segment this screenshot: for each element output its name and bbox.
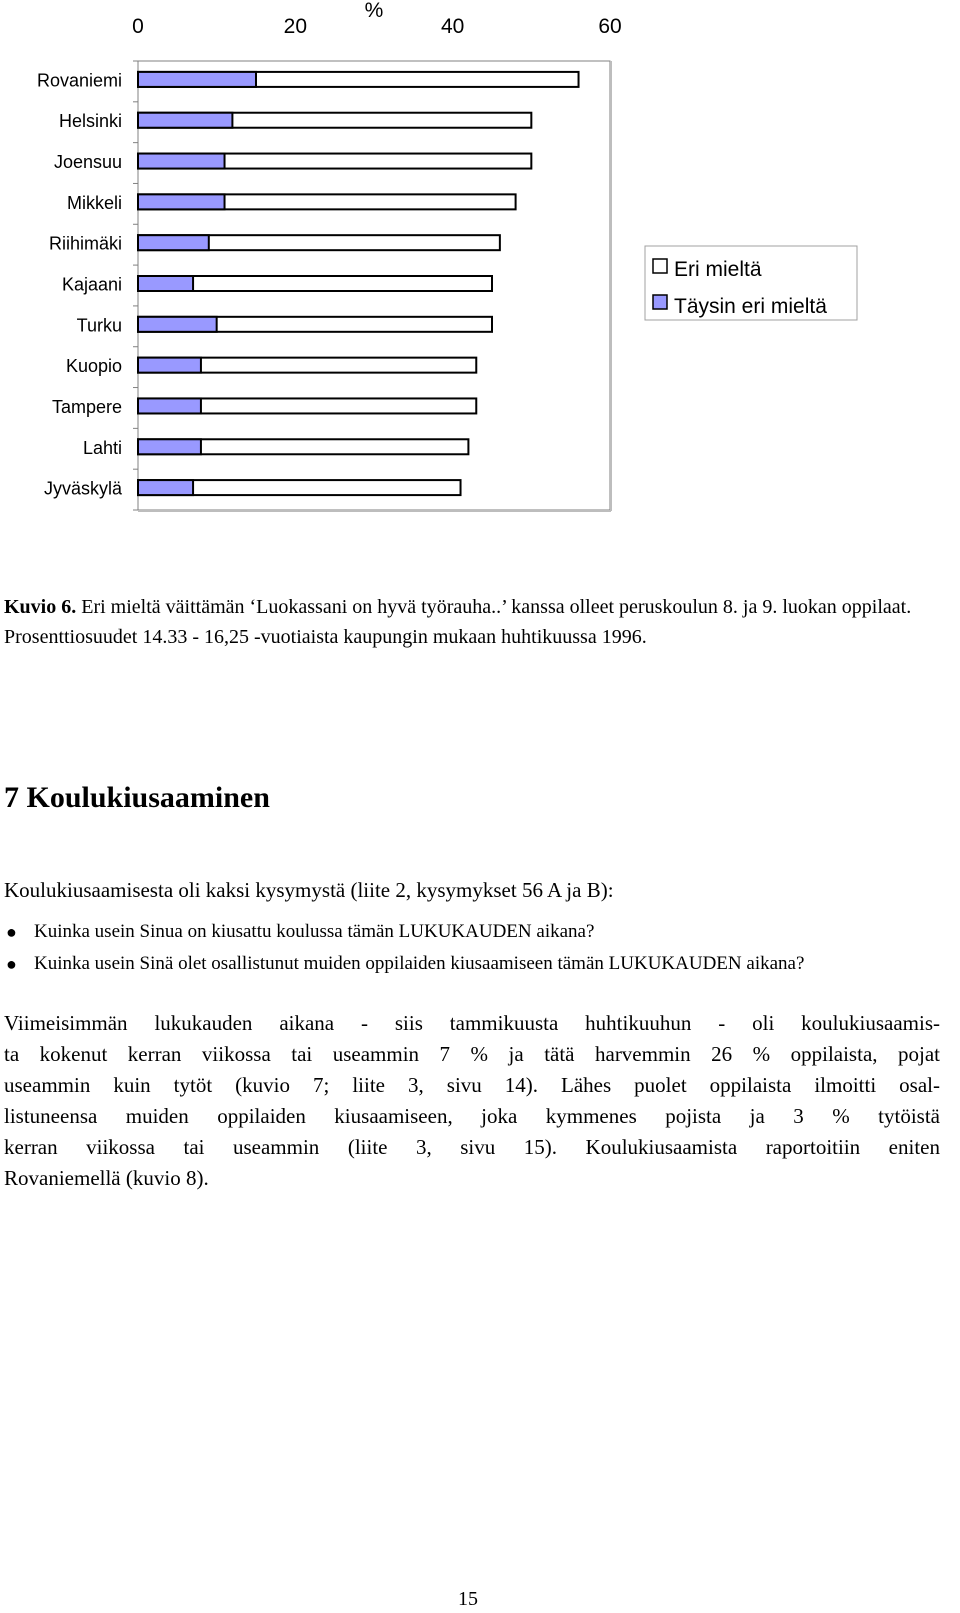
bullet-icon: ● — [6, 922, 17, 942]
bar-taysin-eri-mielta — [138, 113, 232, 128]
bar-taysin-eri-mielta — [138, 480, 193, 495]
legend-swatch-taysin-eri-mielta — [653, 295, 667, 309]
bar-chart — [0, 0, 960, 530]
figure-caption — [4, 592, 939, 652]
x-axis-title: % — [364, 0, 384, 22]
bar-taysin-eri-mielta — [138, 317, 217, 332]
section-heading: 7 Koulukiusaaminen — [4, 781, 270, 814]
x-tick-label: 40 — [440, 15, 465, 38]
bar-taysin-eri-mielta — [138, 358, 201, 373]
bar-taysin-eri-mielta — [138, 154, 225, 169]
body-line: kerran viikossa tai useammin (liite 3, sivu 15). Koulukiusaamista raportoitiin eniten — [4, 1135, 940, 1159]
category-label: Rovaniemi — [36, 70, 122, 91]
legend-swatch-eri-mielta — [653, 259, 667, 273]
category-label: Helsinki — [58, 111, 122, 132]
bar-taysin-eri-mielta — [138, 194, 225, 209]
category-label: Joensuu — [53, 152, 122, 173]
legend-label-taysin-eri-mielta: Täysin eri mieltä — [674, 295, 827, 318]
bar-taysin-eri-mielta — [138, 398, 201, 413]
category-label: Lahti — [82, 437, 122, 458]
body-line: useammin kuin tytöt (kuvio 7; liite 3, sivu 14). Lähes puolet oppilaista ilmoitti osal- — [4, 1073, 940, 1097]
category-label: Turku — [76, 315, 122, 336]
body-line: Rovaniemellä (kuvio 8). — [4, 1166, 209, 1190]
bullet-icon: ● — [6, 954, 17, 974]
x-tick-label: 20 — [283, 15, 308, 38]
figure-caption-text: Eri mieltä väittämän ‘Luokassani on hyvä työrauha..’ kanssa olleet peruskoulun 8. ja 9. luokan oppilaat. Prosenttiosuudet 14.33 - 16,25 -vuotiaista kaupungin mukaan huhtikuussa 1996. — [4, 596, 912, 648]
question-text: Kuinka usein Sinua on kiusattu koulussa tämän LUKUKAUDEN aikana? — [34, 921, 595, 942]
question-item — [4, 918, 944, 950]
x-tick-label: 60 — [598, 15, 622, 38]
section-intro: Koulukiusaamisesta oli kaksi kysymystä (liite 2, kysymykset 56 A ja B): — [4, 878, 614, 902]
body-line: ta kokenut kerran viikossa tai useammin 7 % ja tätä harvemmin 26 % oppilaista, pojat — [4, 1042, 940, 1066]
category-label: Jyväskylä — [43, 478, 122, 499]
page-number: 15 — [458, 1588, 478, 1610]
body-line: listuneensa muiden oppilaiden kiusaamiseen, joka kymmenes pojista ja 3 % tytöistä — [4, 1104, 940, 1128]
legend-label-eri-mielta: Eri mieltä — [674, 258, 762, 281]
category-label: Mikkeli — [66, 192, 122, 213]
category-label: Riihimäki — [48, 233, 122, 254]
category-label: Tampere — [51, 396, 122, 417]
question-list — [4, 918, 944, 982]
figure-caption-label: Kuvio 6. — [4, 596, 77, 618]
question-text: Kuinka usein Sinä olet osallistunut muiden oppilaiden kiusaamiseen tämän LUKUKAUDEN aikana? — [34, 953, 805, 974]
category-label: Kajaani — [61, 274, 122, 295]
x-tick-label: 0 — [132, 15, 144, 38]
bar-taysin-eri-mielta — [138, 276, 193, 291]
body-line: Viimeisimmän lukukauden aikana - siis tammikuusta huhtikuuhun - oli koulukiusaamis- — [4, 1011, 940, 1035]
question-item — [4, 950, 944, 982]
bar-taysin-eri-mielta — [138, 439, 201, 454]
bar-taysin-eri-mielta — [138, 235, 209, 250]
category-label: Kuopio — [65, 356, 122, 377]
bar-taysin-eri-mielta — [138, 72, 256, 87]
body-paragraph — [4, 1008, 940, 1194]
